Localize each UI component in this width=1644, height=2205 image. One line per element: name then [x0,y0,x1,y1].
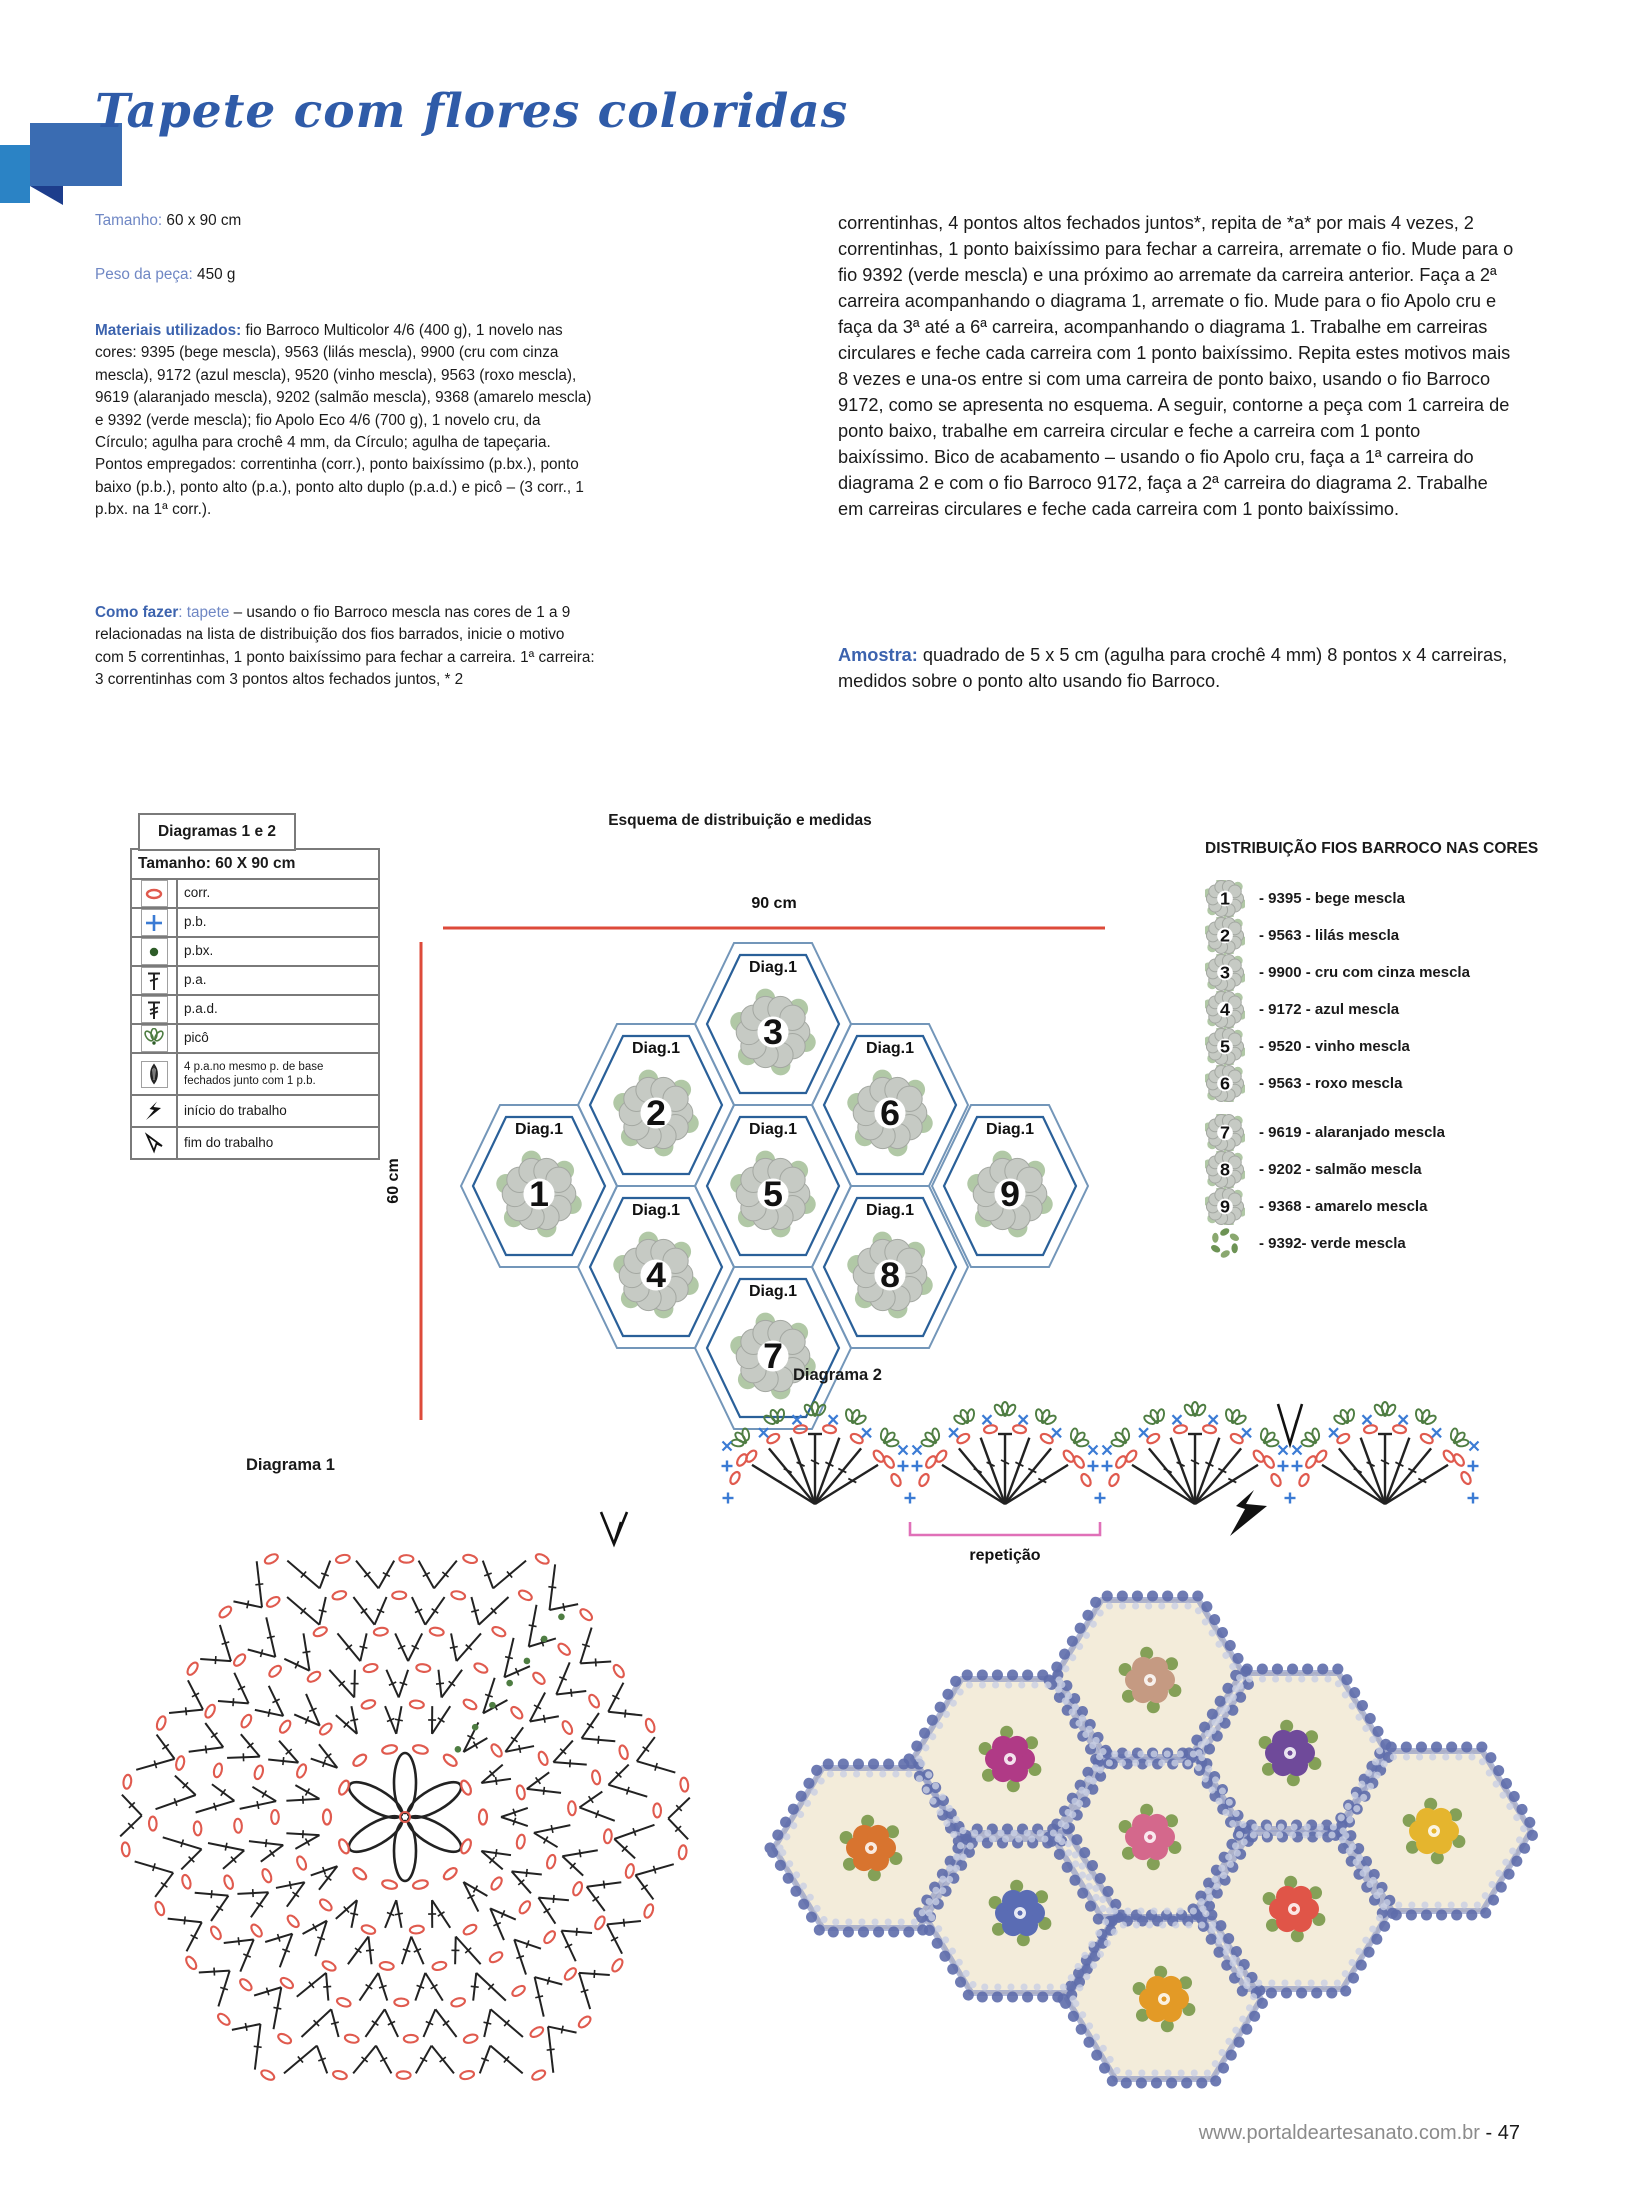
scheme-diag-label: Diag.1 [748,959,798,976]
distribution-item [1205,1114,1635,1151]
distribution-item [1205,1151,1635,1188]
distribution-item [1205,1225,1635,1262]
scheme-hexagon [461,1105,617,1267]
start-arrow-icon [1230,1490,1267,1536]
como-fazer-sublabel: : tapete [178,604,230,621]
diagrama1-label: Diagrama 1 [246,1456,335,1474]
legend-table [130,848,380,1160]
materials-paragraph [95,320,595,522]
distribution-item [1205,954,1635,991]
svg-text:8: 8 [1220,1159,1230,1180]
svg-text:8: 8 [880,1255,900,1296]
pad-icon [143,999,165,1021]
legend-symbol-cell [132,967,178,994]
end-arrow-icon [1278,1404,1302,1444]
svg-text:9: 9 [1000,1174,1020,1215]
distribution-item-text: - 9395 - bege mescla [1259,890,1405,907]
legend-row [132,1023,378,1052]
svg-text:2: 2 [646,1093,666,1134]
svg-text:5: 5 [763,1174,783,1215]
legend-symbol-cell [132,996,178,1023]
legend-size-row: Tamanho: 60 X 90 cm [138,855,296,872]
legend-symbol-cell [132,880,178,907]
svg-text:9: 9 [1220,1196,1230,1217]
svg-text:2: 2 [1220,925,1230,946]
footer-site-url: www.portaldeartesanato.com.br [1198,2122,1480,2144]
legend-symbol-cell [132,1128,178,1158]
cluster-icon [143,1063,165,1085]
legend-row [132,1094,378,1126]
page-title: Tapete com flores coloridas [95,84,849,139]
diagrama2-label: Diagrama 2 [793,1366,882,1384]
legend-row [132,965,378,994]
svg-text:7: 7 [763,1336,783,1377]
distribution-item-text: - 9202 - salmão mescla [1259,1161,1422,1178]
legend-row-label: início do trabalho [184,1102,287,1118]
pontos-text: Pontos empregados: correntinha (corr.), ponto baixíssimo (p.bx.), ponto baixo (p.b.), ponto alto (p.a.), ponto alto duplo (p.a.d.) e picô – (3 corr., 1 p.bx. na 1ª corr.). [95,456,584,519]
distribution-item-text: - 9563 - roxo mescla [1259,1075,1403,1092]
svg-text:1: 1 [1220,888,1230,909]
legend-symbol-box [141,938,168,965]
distribution-item [1205,880,1635,917]
flower-motif [496,1151,581,1238]
svg-text:1: 1 [529,1174,549,1215]
svg-text:5: 5 [1220,1036,1230,1057]
scheme-diag-label: Diag.1 [514,1121,564,1138]
tamanho-line [95,210,595,232]
repetition-bracket [910,1522,1100,1535]
flower-motif [1205,880,1245,917]
legend-symbol-box [141,1061,168,1088]
distribution-scheme [380,880,1110,1440]
legend-row-label: p.a. [184,972,207,988]
legend-symbol-cell [132,938,178,965]
svg-text:3: 3 [1220,962,1230,983]
amostra-text: quadrado de 5 x 5 cm (agulha para crochê 4 mm) 8 pontos x 4 carreiras, medidos sobre o ponto alto usando fio Barroco. [838,645,1508,691]
diagrama2-chart [718,1392,1540,1577]
scheme-diag-label: Diag.1 [631,1040,681,1057]
scheme-hexagon [578,1186,734,1348]
legend-row [132,994,378,1023]
svg-text:3: 3 [763,1012,783,1053]
pbx-icon [143,941,165,963]
como-fazer-paragraph [95,602,595,692]
scheme-hexagon [578,1024,734,1186]
distribution-item [1205,917,1635,954]
numbered-motif-icon [1205,1028,1245,1065]
legend-row-label: p.a.d. [184,1001,218,1017]
tamanho-label: Tamanho: [95,212,163,229]
inicio-icon [143,1100,165,1122]
numbered-motif-icon [1205,1151,1245,1188]
flower-motif [967,1151,1052,1238]
numbered-motif-icon [1205,880,1245,917]
scheme-diag-label: Diag.1 [985,1121,1035,1138]
tamanho-value: 60 x 90 cm [162,212,242,229]
footer-page-number: - 47 [1479,2122,1520,2144]
verde-scatter-icon [1205,1225,1245,1262]
pa-icon [143,970,165,992]
svg-text:4: 4 [1220,999,1230,1020]
distribution-item-text: - 9520 - vinho mescla [1259,1038,1410,1055]
pb-icon [143,912,165,934]
legend-symbol-box [141,909,168,936]
legend-row [132,936,378,965]
end-arrow-icon [601,1512,627,1544]
peso-value: 450 g [192,266,236,283]
corner-flag-light [0,145,30,203]
numbered-motif-icon [1205,1114,1245,1151]
scheme-diag-label: Diag.1 [748,1283,798,1300]
flower-motif [1205,1028,1245,1065]
svg-text:6: 6 [880,1093,900,1134]
legend-row-label: p.b. [184,914,207,930]
legend-symbol-box [141,967,168,994]
corr-icon [143,883,165,905]
distribution-item-text: - 9392- verde mescla [1259,1235,1406,1252]
legend-symbol-box [141,880,168,907]
legend-symbol-cell [132,1096,178,1126]
amostra-paragraph [838,642,1516,694]
distribution-title: DISTRIBUIÇÃO FIOS BARROCO NAS CORES [1205,840,1539,857]
distribution-item [1205,991,1635,1028]
materials-text: fio Barroco Multicolor 4/6 (400 g), 1 novelo nas cores: 9395 (bege mescla), 9563 (lilás mescla), 9900 (cru com cinza mescla), 9172 (azul mescla), 9520 (vinho mescla), 9563 (roxo mescla), 9619 (alaranjado mescla), 9202 (salmão mescla), 9368 (amarelo mescla) e 9392 (verde mescla); fio Apolo Eco 4/6 (700 g), 1 novelo cru, da Círculo; agulha para crochê 4 mm, da Círculo; agulha de tapeçaria. [95,322,592,452]
legend-symbol-box [141,1025,168,1052]
legend-row [132,1126,378,1158]
flower-motif [1205,1065,1245,1102]
distribution-item-text: - 9900 - cru com cinza mescla [1259,964,1470,981]
legend-row-label: fim do trabalho [184,1134,274,1150]
scheme-diag-label: Diag.1 [631,1202,681,1219]
instructions-paragraph: correntinhas, 4 pontos altos fechados juntos*, repita de *a* por mais 4 vezes, 2 correntinhas, 1 ponto baixíssimo para fechar a carreira, arremate o fio. Mude para o fio 9392 (verde mescla) e una próximo ao arremate da carreira anterior. Faça a 2ª carreira acompanhando o diagrama 1, arremate o fio. Mude para o fio Apolo cru e faça da 3ª até a 6ª carreira, acompanhando o diagrama 1. Trabalhe em carreiras circulares e feche cada carreira com 1 ponto baixíssimo. Repita estes motivos mais 8 vezes e una-os entre si com uma carreira de ponto baixo, usando o fio Barroco 9172, como se apresenta no esquema. A seguir, contorne a peça com 1 carreira de ponto baixo, trabalhe em carreira circular e feche a carreira com 1 ponto baixíssimo. Bico de acabamento – usando o fio Apolo cru, faça a 1ª carreira do diagrama 2 e com o fio Barroco 9172, faça a 2ª carreira do diagrama 2. Trabalhe em carreiras circulares e feche cada carreira com 1 ponto baixíssimo. [838,213,1514,519]
peso-line [95,264,595,286]
flower-motif [613,1070,698,1157]
legend-symbol-box [141,996,168,1023]
color-distribution [1205,840,1635,1262]
numbered-motif-icon [1205,991,1245,1028]
svg-text:7: 7 [1220,1122,1230,1143]
legend-row-label: corr. [184,885,211,901]
legend-row-label: picô [184,1030,209,1046]
flower-motif [1205,1188,1245,1225]
distribution-item-text: - 9563 - lilás mescla [1259,927,1400,944]
legend-symbol-cell [132,909,178,936]
legend-row-label: 4 p.a.no mesmo p. de base fechados junto com 1 p.b. [184,1060,324,1087]
distribution-item [1205,1065,1635,1102]
distribution-item [1205,1028,1635,1065]
stitch-legend [130,813,380,1163]
corner-flag-fold [30,186,63,205]
flower-motif [1205,954,1245,991]
scheme-hexagon [695,943,851,1105]
distribution-item-text: - 9172 - azul mescla [1259,1001,1400,1018]
amostra-label: Amostra: [838,645,918,665]
scheme-diag-label: Diag.1 [865,1202,915,1219]
flower-motif [847,1070,932,1157]
legend-row [132,907,378,936]
distribution-item [1205,1188,1635,1225]
numbered-motif-icon [1205,1065,1245,1102]
peso-label: Peso da peça: [95,266,193,283]
legend-symbol-cell [132,1054,178,1094]
scheme-diag-label: Diag.1 [748,1121,798,1138]
scheme-width-label: 90 cm [751,895,797,912]
legend-row-label: p.bx. [184,943,214,959]
flower-motif [730,1313,815,1400]
distribution-item-text: - 9619 - alaranjado mescla [1259,1124,1445,1141]
repetition-label: repetição [969,1547,1041,1564]
numbered-motif-icon [1205,954,1245,991]
flower-motif [1205,917,1245,954]
diagrama1-chart [85,1482,725,2142]
flower-motif [613,1232,698,1319]
legend-row [132,878,378,907]
distribution-item-text: - 9368 - amarelo mescla [1259,1198,1428,1215]
como-fazer-label: Como fazer [95,604,179,621]
pico-icon [143,1028,165,1050]
fim-icon [143,1132,165,1154]
como-fazer-text: – usando o fio Barroco mescla nas cores de 1 a 9 relacionadas na lista de distribuição dos fios barrados, inicie o motivo com 5 correntinhas, 1 ponto baixíssimo para fechar a carreira. 1ª carreira: 3 correntinhas com 3 pontos altos fechados juntos, * 2 [95,604,595,689]
distribution-items [1205,880,1635,1262]
flower-motif [1205,1114,1245,1151]
materials-label: Materiais utilizados: [95,322,242,339]
scheme-height-label: 60 cm [385,1158,402,1204]
legend-header: Diagramas 1 e 2 [138,813,296,851]
flower-motif [1205,1151,1245,1188]
svg-text:4: 4 [646,1255,666,1296]
legend-row [132,1052,378,1094]
scheme-hexagon [695,1105,851,1267]
svg-text:6: 6 [1220,1073,1230,1094]
scheme-diag-label: Diag.1 [865,1040,915,1057]
finished-rug-photo [750,1572,1570,2132]
numbered-motif-icon [1205,1188,1245,1225]
numbered-motif-icon [1205,917,1245,954]
flower-motif [730,989,815,1076]
legend-symbol-cell [132,1025,178,1052]
flower-motif [847,1232,932,1319]
flower-motif [730,1151,815,1238]
page-footer [900,2122,1520,2145]
flower-motif [1205,991,1245,1028]
scheme-title: Esquema de distribuição e medidas [608,812,872,829]
